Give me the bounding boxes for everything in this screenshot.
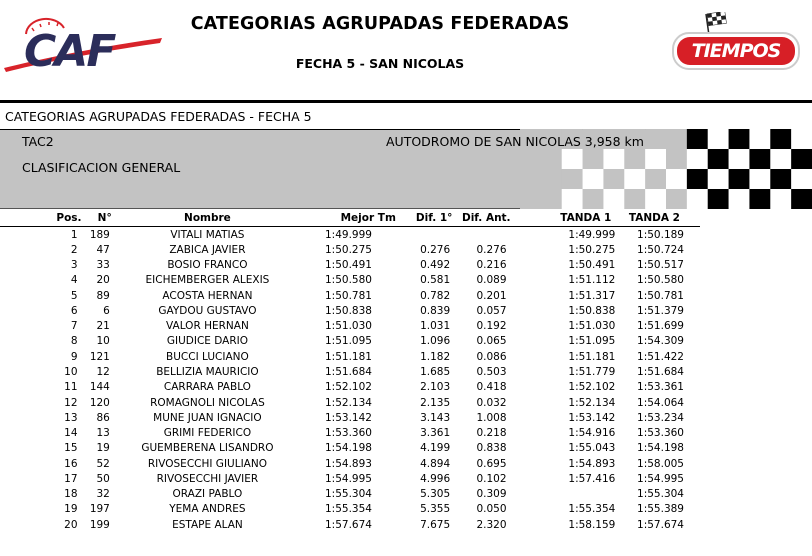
checker-square: [562, 169, 583, 189]
cell-dif-previous: 0.309: [476, 488, 507, 501]
cell-tanda-2: 1:53.234: [637, 411, 684, 424]
cell-tanda-2: 1:50.517: [637, 259, 684, 272]
table-row: [0, 273, 700, 288]
table-row: [0, 227, 700, 243]
cell-tanda-2: 1:57.674: [637, 518, 684, 531]
cell-tanda-1: 1:51.779: [568, 366, 616, 379]
cell-dif-previous: 0.276: [476, 243, 507, 256]
cell-name: YEMA ANDRES: [169, 503, 246, 516]
cell-best-time: 1:50.580: [324, 274, 372, 287]
cell-pos: 15: [64, 442, 78, 455]
cell-tanda-1: 1:53.142: [568, 411, 616, 424]
cell-dif-previous: 0.192: [476, 320, 507, 333]
checker-square: [645, 189, 666, 209]
cell-dif-previous: 0.032: [476, 396, 507, 409]
table-row: [0, 364, 700, 379]
cell-dif-first: 1.182: [420, 350, 451, 363]
cell-dif-first: 0.581: [420, 274, 451, 287]
checker-square: [770, 129, 791, 149]
col-header-best: Mejor Tm: [287, 210, 416, 227]
cell-number: 33: [96, 259, 110, 272]
tiempos-logo: [670, 12, 802, 74]
cell-pos: 1: [70, 228, 78, 241]
cell-tanda-2: 1:58.005: [637, 457, 684, 470]
cell-tanda-2: 1:54.309: [637, 335, 684, 348]
cell-tanda-2: 1:53.361: [637, 381, 684, 394]
cell-name: GIUDICE DARIO: [166, 335, 248, 348]
col-header-difant: Dif. Ant.: [450, 210, 510, 227]
checker-square: [791, 149, 812, 169]
cell-pos: 9: [70, 350, 78, 363]
checker-square: [729, 169, 750, 189]
cell-dif-previous: 0.218: [476, 427, 507, 440]
cell-name: ESTAPE ALAN: [172, 518, 243, 531]
checker-square: [708, 149, 729, 169]
cell-best-time: 1:57.674: [324, 518, 372, 531]
cell-name: RIVOSECCHI JAVIER: [156, 472, 259, 485]
cell-dif-first: 4.199: [420, 442, 451, 455]
cell-tanda-1: 1:55.043: [568, 442, 616, 455]
cell-number: 120: [89, 396, 110, 409]
checker-square: [770, 189, 791, 209]
cell-tanda-2: 1:55.389: [637, 503, 684, 516]
cell-name: GRIMI FEDERICO: [163, 427, 252, 440]
cell-pos: 17: [64, 472, 78, 485]
table-row: [0, 319, 700, 334]
cell-tanda-1: 1:51.181: [568, 350, 616, 363]
cell-pos: 18: [64, 488, 78, 501]
checker-square: [666, 169, 687, 189]
cell-name: VALOR HERNAN: [166, 320, 249, 333]
cell-dif-first: 5.305: [420, 488, 451, 501]
cell-dif-previous: 1.008: [476, 411, 507, 424]
checker-square: [666, 189, 687, 209]
cell-dif-first: 5.355: [420, 503, 451, 516]
cell-dif-first: 0.782: [420, 289, 451, 302]
checker-square: [791, 169, 812, 189]
cell-tanda-2: 1:51.684: [637, 366, 684, 379]
checker-square: [624, 189, 645, 209]
cell-dif-previous: 2.320: [476, 518, 507, 531]
cell-number: 189: [89, 228, 110, 241]
cell-dif-first: 4.996: [420, 472, 451, 485]
cell-number: 47: [96, 243, 110, 256]
checker-square: [603, 189, 624, 209]
cell-tanda-1: 1:57.416: [568, 472, 616, 485]
cell-dif-first: 0.839: [420, 304, 451, 317]
cell-tanda-1: 1:55.354: [568, 503, 616, 516]
cell-tanda-2: 1:54.198: [637, 442, 684, 455]
col-header-tanda2: TANDA 2: [627, 210, 700, 227]
cell-tanda-2: 1:50.580: [637, 274, 684, 287]
checker-square: [603, 149, 624, 169]
checker-square: [687, 149, 708, 169]
table-row: [0, 349, 700, 364]
table-row: [0, 334, 700, 349]
cell-number: 89: [96, 289, 110, 302]
cell-dif-previous: 0.201: [476, 289, 507, 302]
cell-pos: 5: [70, 289, 78, 302]
col-header-name: Nombre: [128, 210, 287, 227]
checker-square: [687, 169, 708, 189]
checker-square: [603, 169, 624, 189]
checker-square: [562, 189, 583, 209]
cell-tanda-2: 1:51.699: [637, 320, 684, 333]
cell-dif-previous: 0.086: [476, 350, 507, 363]
classification-label: CLASIFICACION GENERAL: [22, 160, 181, 175]
checker-square: [520, 149, 541, 169]
cell-dif-previous: 0.216: [476, 259, 507, 272]
checker-square: [583, 149, 604, 169]
checker-square: [708, 129, 729, 149]
checker-square: [708, 189, 729, 209]
cell-pos: 6: [70, 304, 78, 317]
cell-tanda-2: 1:54.995: [637, 472, 684, 485]
cell-number: 20: [96, 274, 110, 287]
checker-square: [624, 169, 645, 189]
cell-number: 197: [89, 503, 110, 516]
cell-tanda-1: 1:52.102: [568, 381, 616, 394]
cell-best-time: 1:51.030: [324, 320, 372, 333]
cell-best-time: 1:53.142: [324, 411, 372, 424]
table-row: [0, 410, 700, 425]
cell-pos: 4: [70, 274, 78, 287]
cell-tanda-1: 1:54.893: [568, 457, 616, 470]
cell-dif-previous: 0.102: [476, 472, 507, 485]
checker-square: [541, 169, 562, 189]
cell-dif-previous: 0.418: [476, 381, 507, 394]
table-row: [0, 456, 700, 471]
cell-dif-first: 2.135: [420, 396, 451, 409]
checker-square: [687, 189, 708, 209]
checker-square: [645, 149, 666, 169]
cell-tanda-1: 1:50.275: [568, 243, 616, 256]
cell-name: ORAZI PABLO: [172, 488, 243, 501]
cell-tanda-2: 1:50.781: [637, 289, 684, 302]
checker-square: [645, 169, 666, 189]
checker-square: [708, 169, 729, 189]
cell-number: 21: [96, 320, 110, 333]
cell-dif-first: 1.685: [420, 366, 451, 379]
cell-name: BOSIO FRANCO: [167, 259, 248, 272]
cell-dif-first: 4.894: [420, 457, 451, 470]
checker-square: [791, 189, 812, 209]
cell-name: GUEMBERENA LISANDRO: [141, 442, 274, 455]
cell-pos: 11: [64, 381, 78, 394]
cell-pos: 16: [64, 457, 78, 470]
cell-tanda-1: 1:51.095: [568, 335, 616, 348]
cell-pos: 14: [64, 427, 78, 440]
cell-dif-previous: 0.057: [476, 304, 507, 317]
cell-best-time: 1:53.360: [324, 427, 372, 440]
table-row: [0, 487, 700, 502]
cell-tanda-1: 1:49.999: [568, 228, 616, 241]
checker-square: [749, 129, 770, 149]
cell-best-time: 1:51.095: [324, 335, 372, 348]
cell-number: 32: [96, 488, 110, 501]
checker-square: [749, 149, 770, 169]
cell-dif-previous: 0.695: [476, 457, 507, 470]
cell-best-time: 1:54.198: [324, 442, 372, 455]
cell-dif-first: 1.031: [420, 320, 451, 333]
cell-pos: 12: [64, 396, 78, 409]
cell-pos: 2: [70, 243, 78, 256]
cell-number: 19: [96, 442, 110, 455]
cell-best-time: 1:50.781: [324, 289, 372, 302]
cell-best-time: 1:55.304: [324, 488, 372, 501]
cell-dif-first: 7.675: [420, 518, 451, 531]
cell-name: ZABICA JAVIER: [169, 243, 246, 256]
header-divider: [0, 100, 812, 103]
checker-square: [770, 169, 791, 189]
checker-square: [791, 129, 812, 149]
checker-square: [729, 189, 750, 209]
cell-tanda-2: 1:55.304: [637, 488, 684, 501]
cell-name: GAYDOU GUSTAVO: [158, 304, 257, 317]
cell-name: ACOSTA HERNAN: [162, 289, 253, 302]
cell-best-time: 1:52.134: [324, 396, 372, 409]
checker-square: [749, 189, 770, 209]
col-header-tanda1: TANDA 1: [511, 210, 628, 227]
checker-square: [729, 129, 750, 149]
cell-name: BUCCI LUCIANO: [166, 350, 249, 363]
tiempos-logo-text: TIEMPOS: [691, 40, 781, 62]
cell-number: 12: [96, 366, 110, 379]
checker-square: [583, 169, 604, 189]
cell-tanda-1: [511, 487, 628, 502]
cell-tanda-1: 1:51.112: [568, 274, 616, 287]
cell-best-time: 1:52.102: [324, 381, 372, 394]
cell-name: VITALI MATIAS: [170, 228, 245, 241]
checker-square: [541, 149, 562, 169]
cell-number: 121: [89, 350, 110, 363]
checker-square: [770, 149, 791, 169]
cell-dif-first: 2.103: [420, 381, 451, 394]
caf-logo: [4, 16, 164, 74]
cell-dif-first: 0.276: [420, 243, 451, 256]
table-row: [0, 502, 700, 517]
checker-square: [520, 189, 541, 209]
page-title: CATEGORIAS AGRUPADAS FEDERADAS: [190, 14, 570, 34]
cell-pos: 19: [64, 503, 78, 516]
cell-best-time: 1:51.684: [324, 366, 372, 379]
results-table: [0, 210, 700, 532]
cell-number: 6: [103, 304, 110, 317]
cell-name: BELLIZIA MAURICIO: [156, 366, 259, 379]
cell-name: RIVOSECCHI GIULIANO: [147, 457, 267, 470]
table-row: [0, 425, 700, 440]
cell-best-time: 1:51.181: [324, 350, 372, 363]
cell-dif-previous: 0.050: [476, 503, 507, 516]
cell-best-time: 1:50.838: [324, 304, 372, 317]
cell-tanda-2: 1:51.379: [637, 304, 684, 317]
cell-best-time: 1:49.999: [324, 228, 372, 241]
cell-number: 52: [96, 457, 110, 470]
cell-dif-first: 3.361: [420, 427, 451, 440]
checker-square: [687, 129, 708, 149]
cell-tanda-1: 1:58.159: [568, 518, 616, 531]
cell-pos: 8: [70, 335, 78, 348]
cell-tanda-1: 1:51.317: [568, 289, 616, 302]
event-line: CATEGORIAS AGRUPADAS FEDERADAS - FECHA 5: [5, 109, 312, 124]
cell-pos: 10: [64, 366, 78, 379]
table-row: [0, 517, 700, 532]
cell-best-time: 1:54.995: [324, 472, 372, 485]
checker-square: [645, 129, 666, 149]
category-label: TAC2: [22, 134, 54, 149]
cell-best-time: 1:55.354: [324, 503, 372, 516]
col-header-pos: Pos.: [0, 210, 82, 227]
cell-number: 86: [96, 411, 110, 424]
cell-pos: 7: [70, 320, 78, 333]
cell-dif-previous: 0.838: [476, 442, 507, 455]
cell-best-time: 1:54.893: [324, 457, 372, 470]
cell-dif-first: 1.096: [420, 335, 451, 348]
checker-square: [583, 189, 604, 209]
cell-name: CARRARA PABLO: [163, 381, 251, 394]
checker-square: [520, 169, 541, 189]
page-subtitle: FECHA 5 - SAN NICOLAS: [295, 56, 465, 71]
checker-square: [729, 149, 750, 169]
cell-tanda-1: 1:50.491: [568, 259, 616, 272]
cell-number: 144: [89, 381, 110, 394]
cell-tanda-2: 1:50.189: [637, 228, 684, 241]
table-row: [0, 303, 700, 318]
table-row: [0, 441, 700, 456]
cell-pos: 20: [64, 518, 78, 531]
cell-best-time: 1:50.491: [324, 259, 372, 272]
caf-logo-text: CAF: [24, 26, 115, 74]
checker-square: [666, 129, 687, 149]
cell-tanda-1: 1:50.838: [568, 304, 616, 317]
cell-tanda-1: 1:54.916: [568, 427, 616, 440]
cell-dif-first: [416, 227, 450, 243]
cell-dif-first: 0.492: [420, 259, 451, 272]
cell-dif-previous: 0.065: [476, 335, 507, 348]
cell-dif-first: 3.143: [420, 411, 451, 424]
table-row: [0, 471, 700, 486]
cell-name: ROMAGNOLI NICOLAS: [150, 396, 265, 409]
cell-dif-previous: 0.089: [476, 274, 507, 287]
cell-number: 199: [89, 518, 110, 531]
cell-tanda-1: 1:52.134: [568, 396, 616, 409]
table-row: [0, 395, 700, 410]
circuit-label: AUTODROMO DE SAN NICOLAS 3,958 km: [386, 134, 644, 149]
cell-tanda-2: 1:50.724: [637, 243, 684, 256]
checker-square: [624, 149, 645, 169]
cell-name: MUNE JUAN IGNACIO: [153, 411, 262, 424]
cell-dif-previous: 0.503: [476, 366, 507, 379]
table-row: [0, 242, 700, 257]
cell-tanda-1: 1:51.030: [568, 320, 616, 333]
checker-square: [666, 149, 687, 169]
table-row: [0, 288, 700, 303]
cell-number: 50: [96, 472, 110, 485]
table-header-row: [0, 210, 700, 227]
cell-tanda-2: 1:54.064: [637, 396, 684, 409]
col-header-dif1: Dif. 1°: [416, 210, 450, 227]
table-row: [0, 380, 700, 395]
cell-name: EICHEMBERGER ALEXIS: [145, 274, 270, 287]
cell-number: 10: [96, 335, 110, 348]
cell-pos: 3: [70, 259, 78, 272]
cell-tanda-2: 1:53.360: [637, 427, 684, 440]
cell-best-time: 1:50.275: [324, 243, 372, 256]
cell-tanda-2: 1:51.422: [637, 350, 684, 363]
cell-pos: 13: [64, 411, 78, 424]
table-row: [0, 258, 700, 273]
checker-square: [541, 189, 562, 209]
cell-number: 13: [96, 427, 110, 440]
col-header-number: N°: [82, 210, 128, 227]
checker-square: [749, 169, 770, 189]
checker-square: [562, 149, 583, 169]
cell-dif-previous: [450, 227, 510, 243]
